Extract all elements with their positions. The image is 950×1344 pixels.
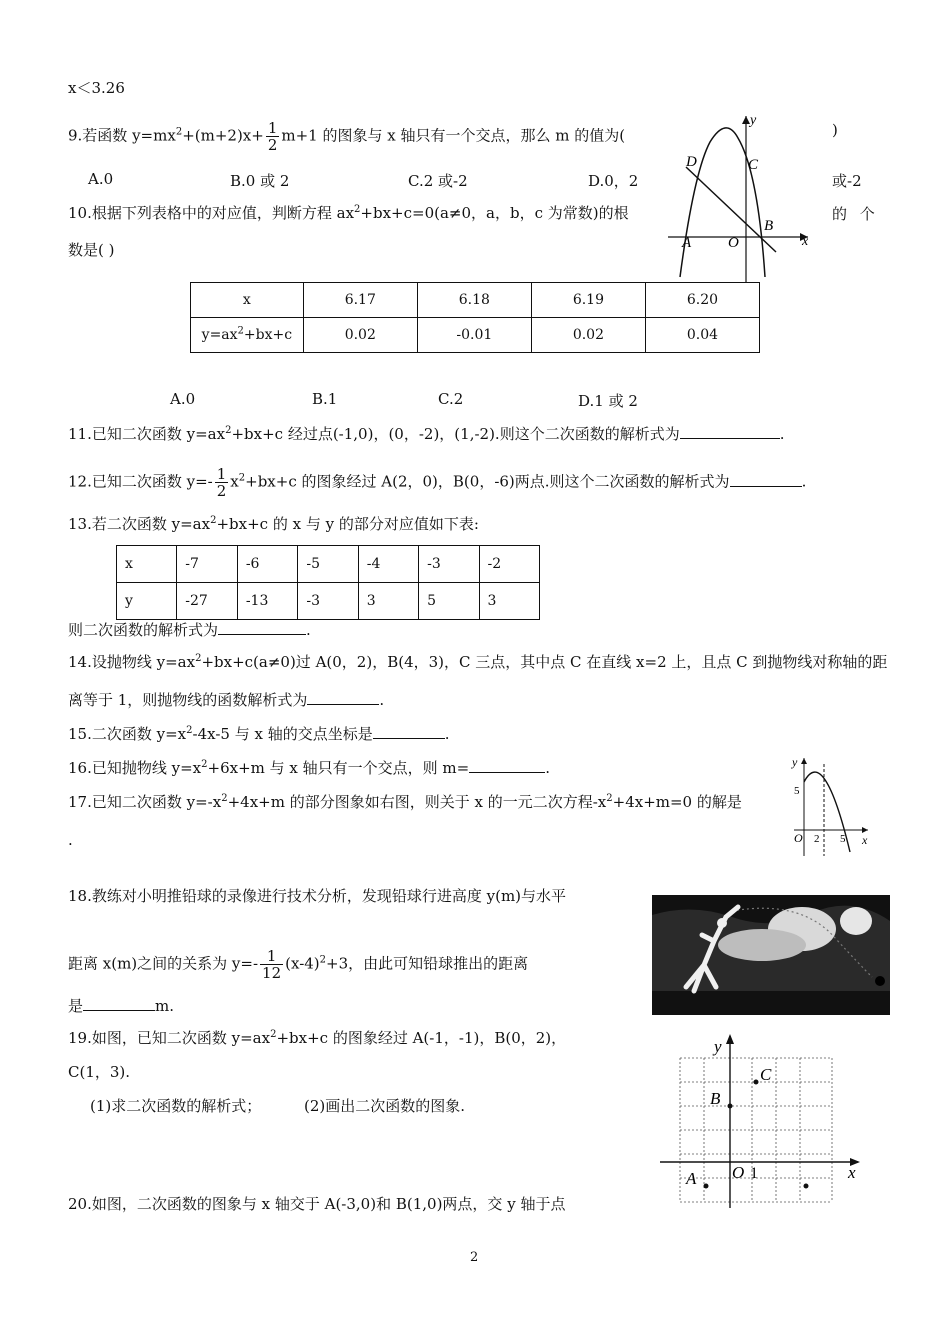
fraction: [260, 948, 283, 981]
table-row: [117, 546, 540, 583]
table-cell: 0.02: [531, 318, 645, 353]
label-two: 2: [814, 833, 820, 845]
question-15: [68, 724, 449, 744]
q14-text-a: 14.设抛物线 y=ax: [68, 653, 196, 671]
table-cell: -0.01: [417, 318, 531, 353]
q17-text-d: .: [68, 831, 73, 849]
point-b: [728, 1104, 733, 1109]
q16-text-b: +6x+m 与 x 轴只有一个交点，则 m=: [207, 759, 470, 777]
q9-text-a: 9.若函数 y=mx: [68, 126, 176, 145]
shot-put-image: [652, 895, 890, 1015]
q13-table: [116, 545, 540, 620]
y-axis-arrow: [801, 758, 807, 764]
q12-text-a: 12.已知二次函数 y=-: [68, 472, 213, 491]
label-x: x: [862, 833, 868, 847]
fraction-den: 2: [216, 482, 227, 500]
label-y: y: [714, 1037, 722, 1056]
table-cell: x: [191, 283, 304, 318]
q12-text-b: x: [230, 472, 239, 491]
label-o: O: [732, 1163, 745, 1182]
answer-blank[interactable]: [218, 620, 306, 635]
q9-option-c: C.2 或-2: [408, 172, 468, 190]
q9-option-a: A.0: [88, 170, 114, 188]
page-number: 2: [470, 1250, 479, 1265]
q10-text-a: 10.根据下列表格中的对应值，判断方程 ax: [68, 204, 355, 222]
q19-figure: [656, 1032, 866, 1208]
cloud: [840, 907, 872, 935]
q13-answer: [68, 620, 311, 640]
sup: 2: [238, 472, 246, 484]
q18-text-c: (x-4): [285, 954, 320, 973]
q9-text-c: m+1 的图象与 x 轴只有一个交点，那么 m 的值为(: [281, 126, 626, 145]
table-cell: [191, 318, 304, 353]
question-11: [68, 424, 785, 444]
label-x: x: [802, 234, 809, 249]
q10-table: [190, 282, 760, 353]
q18-text-f: m.: [155, 997, 175, 1015]
q10-option-a: A.0: [170, 390, 196, 408]
table-cell: 3: [479, 583, 539, 620]
answer-blank[interactable]: [469, 758, 545, 773]
table-row: [191, 283, 760, 318]
question-18-end: [68, 996, 174, 1016]
table-cell: -2: [479, 546, 539, 583]
q17-text-a: 17.已知二次函数 y=-x: [68, 793, 222, 811]
label-a: A: [682, 235, 692, 251]
shot-ball: [875, 976, 885, 986]
cloud: [718, 929, 806, 961]
answer-blank[interactable]: [83, 996, 155, 1011]
sup: 2: [354, 204, 361, 215]
label-b: B: [764, 218, 774, 234]
question-17: [68, 792, 742, 812]
q9-paren-close: ): [832, 121, 838, 139]
question-18-cont: [68, 948, 528, 981]
q13-after-text2: .: [306, 621, 311, 639]
q15-text-c: .: [444, 725, 450, 743]
question-10: [68, 203, 629, 223]
label-x: x: [848, 1163, 856, 1182]
q17-text-b: +4x+m 的部分图象如右图，则关于 x 的一元二次方程-x: [227, 793, 607, 811]
q11-text-b: +bx+c 经过点(-1,0)，(0，-2)，(1,-2).则这个二次函数的解析式为: [231, 425, 680, 443]
fraction: [266, 120, 280, 153]
table-cell: -6: [237, 546, 298, 583]
table-cell: -13: [237, 583, 298, 620]
label-o: O: [728, 235, 739, 251]
q12-text-d: .: [801, 472, 807, 491]
table-cell: -4: [358, 546, 418, 583]
table-cell: 6.17: [303, 283, 417, 318]
athlete-head: [717, 918, 727, 928]
q10-text-c: 的 个: [832, 205, 875, 223]
fraction-num: 1: [216, 465, 227, 483]
point-a: [704, 1184, 709, 1189]
table-row: [117, 583, 540, 620]
question-14: [68, 652, 887, 672]
table-cell: -27: [177, 583, 238, 620]
question-20: 20.如图，二次函数的图象与 x 轴交于 A(-3,0)和 B(1,0)两点，交 y 轴于点: [68, 1195, 566, 1213]
label-five-x: 5: [840, 833, 846, 845]
question-9: [68, 120, 625, 153]
answer-blank[interactable]: [680, 424, 780, 439]
point-c: [754, 1080, 759, 1085]
table-cell: x: [117, 546, 177, 583]
q19-part-1: (1)求二次函数的解析式；: [90, 1097, 262, 1115]
q13-after-text: 则二次函数的解析式为: [68, 621, 219, 639]
y-axis-arrow: [742, 116, 750, 124]
fraction-num: 1: [267, 119, 278, 137]
table-cell: 6.20: [645, 283, 759, 318]
question-14-cont: [68, 690, 384, 710]
sup: 2: [319, 954, 327, 966]
q19-text-b: +bx+c 的图象经过 A(-1，-1)，B(0，2)，: [276, 1029, 567, 1047]
ground: [652, 991, 890, 1015]
label-o: O: [794, 831, 803, 845]
sup: 2: [195, 653, 202, 664]
sup: 2: [606, 793, 613, 804]
label-y: y: [792, 755, 798, 769]
q11-text-c: .: [779, 425, 785, 443]
cell-text: y=ax: [201, 327, 238, 343]
table-cell: 6.18: [417, 283, 531, 318]
q14-text-d: .: [379, 691, 385, 709]
q9-option-d: D.0，2: [588, 172, 639, 190]
q9-option-d-cont: 或-2: [832, 172, 862, 190]
q19-part-2: (2)画出二次函数的图象.: [304, 1097, 466, 1115]
fraction-den: 2: [267, 136, 278, 154]
q15-text-b: -4x-5 与 x 轴的交点坐标是: [192, 725, 373, 743]
q12-text-c: +bx+c 的图象经过 A(2，0)，B(0，-6)两点.则这个二次函数的解析式为: [245, 472, 730, 491]
q19-text-a: 19.如图，已知二次函数 y=ax: [68, 1029, 271, 1047]
q10-option-d: D.1 或 2: [578, 392, 638, 410]
sup: 2: [210, 515, 217, 526]
q13-text-a: 13.若二次函数 y=ax: [68, 515, 211, 533]
table-cell: -3: [419, 546, 479, 583]
table-cell: -5: [298, 546, 358, 583]
q18-text-b: 距离 x(m)之间的关系为 y=-: [68, 954, 259, 973]
q18-text-e: 是: [68, 997, 84, 1015]
table-cell: -7: [177, 546, 238, 583]
label-b: B: [710, 1089, 721, 1108]
sup: 2: [221, 793, 228, 804]
table-cell: 0.04: [645, 318, 759, 353]
q10-text-b: +bx+c=0(a≠0，a，b，c 为常数)的根: [360, 204, 629, 222]
answer-blank[interactable]: [373, 724, 445, 739]
table-cell: 5: [419, 583, 479, 620]
q17-text-c: +4x+m=0 的解是: [612, 793, 742, 811]
q18-text-d: +3，由此可知铅球推出的距离: [326, 954, 529, 973]
sup: 2: [270, 1029, 277, 1040]
question-18: 18.教练对小明推铅球的录像进行技术分析，发现铅球行进高度 y(m)与水平: [68, 887, 567, 905]
q19-text-c: C(1，3).: [68, 1063, 131, 1081]
sup: 2: [237, 325, 244, 337]
label-five: 5: [794, 785, 800, 797]
label-y: y: [750, 113, 757, 128]
table-cell: 3: [358, 583, 418, 620]
table-cell: 6.19: [531, 283, 645, 318]
q16-text-c: .: [545, 759, 550, 777]
answer-blank[interactable]: [730, 472, 802, 487]
q9-figure: [668, 112, 816, 282]
table-cell: y: [117, 583, 177, 620]
q16-text-a: 16.已知抛物线 y=x: [68, 759, 202, 777]
label-a: A: [686, 1169, 697, 1188]
q15-text-a: 15.二次函数 y=x: [68, 725, 187, 743]
q9-text-b: +(m+2)x+: [182, 126, 264, 145]
q10-option-c: C.2: [438, 390, 464, 408]
table-cell: 0.02: [303, 318, 417, 353]
label-c: C: [748, 157, 759, 173]
fraction: [215, 466, 229, 499]
sup: 2: [186, 725, 193, 736]
q9-option-b: B.0 或 2: [230, 172, 290, 190]
q13-text-b: +bx+c 的 x 与 y 的部分对应值如下表:: [216, 515, 479, 533]
sup: 2: [225, 425, 232, 436]
q10-option-b: B.1: [312, 390, 338, 408]
q14-text-b: +bx+c(a≠0)过 A(0，2)，B(4，3)，C 三点，其中点 C 在直线 x=2 上，且点 C 到抛物线对称轴的距: [201, 653, 888, 671]
q11-text-a: 11.已知二次函数 y=ax: [68, 425, 226, 443]
label-c: C: [760, 1065, 772, 1084]
question-19: [68, 1028, 566, 1048]
q17-figure: [788, 752, 870, 856]
sup: 2: [201, 759, 208, 770]
sup: 2: [175, 126, 183, 138]
y-axis-arrow: [726, 1034, 734, 1044]
table-cell: -3: [298, 583, 358, 620]
question-12: [68, 466, 806, 499]
answer-blank[interactable]: [307, 690, 379, 705]
fraction-den: 12: [262, 964, 282, 982]
question-16: [68, 758, 550, 778]
cell-text: +bx+c: [243, 327, 293, 343]
point-extra: [804, 1184, 809, 1189]
table-row: [191, 318, 760, 353]
text-line: x＜3.26: [68, 79, 125, 97]
label-one: 1: [750, 1165, 758, 1182]
q14-text-c: 离等于 1，则抛物线的函数解析式为: [68, 691, 308, 709]
q10-text-d: 数是( ): [68, 241, 115, 259]
question-13: [68, 514, 479, 534]
label-d: D: [686, 154, 697, 170]
fraction-num: 1: [260, 948, 283, 965]
